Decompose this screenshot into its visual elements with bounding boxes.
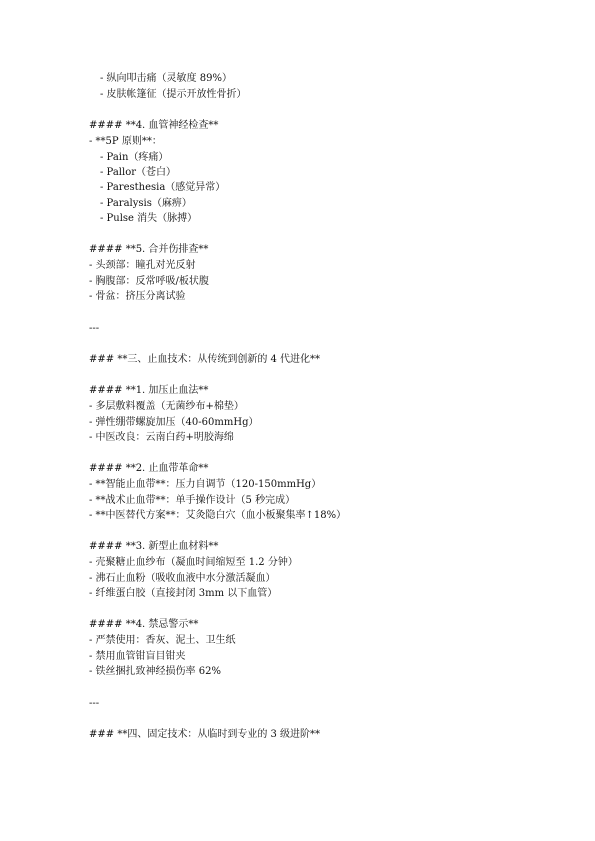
text-line: - **中医替代方案**：艾灸隐白穴（血小板聚集率↑18%） xyxy=(89,510,347,521)
text-line: - **5P 原则**： xyxy=(89,136,162,147)
text-line: - 纤维蛋白胶（直接封闭 3mm 以下血管） xyxy=(89,588,278,599)
section-heading: #### **2. 止血带革命** xyxy=(89,463,209,474)
section-heading: #### **1. 加压止血法** xyxy=(89,385,209,396)
horizontal-rule-markdown: --- xyxy=(89,323,100,334)
section-heading: #### **4. 血管神经检查** xyxy=(89,120,219,131)
section-heading: #### **5. 合并伤排查** xyxy=(89,244,209,255)
text-line: - 头颈部：瞳孔对光反射 xyxy=(89,260,196,271)
text-line: - 严禁使用：香灰、泥土、卫生纸 xyxy=(89,635,236,646)
text-line: - 皮肤帐篷征（提示开放性骨折） xyxy=(100,89,247,100)
chapter-heading: ### **四、固定技术：从临时到专业的 3 级进阶** xyxy=(89,729,321,740)
text-line: - 壳聚糖止血纱布（凝血时间缩短至 1.2 分钟） xyxy=(89,557,298,568)
text-line: - Pallor（苍白） xyxy=(100,167,176,178)
text-line: - Paresthesia（感觉异常） xyxy=(100,182,226,193)
text-line: - Pain（疼痛） xyxy=(100,152,169,163)
horizontal-rule-markdown: --- xyxy=(89,698,100,709)
text-line: - 纵向叩击痛（灵敏度 89%） xyxy=(100,73,232,84)
text-line: - 沸石止血粉（吸收血液中水分激活凝血） xyxy=(89,573,276,584)
text-line: - 禁用血管钳盲目钳夹 xyxy=(89,651,186,662)
text-line: - 胸腹部：反常呼吸/板状腹 xyxy=(89,276,209,287)
text-line: - **战术止血带**：单手操作设计（5 秒完成） xyxy=(89,495,296,506)
text-line: - 多层敷料覆盖（无菌纱布+棉垫） xyxy=(89,401,244,412)
text-line: - Paralysis（麻痹） xyxy=(100,198,192,209)
text-line: - **智能止血带**：压力自调节（120-150mmHg） xyxy=(89,479,322,490)
text-line: - 弹性绷带螺旋加压（40-60mmHg） xyxy=(89,417,259,428)
section-heading: #### **4. 禁忌警示** xyxy=(89,619,199,630)
chapter-heading: ### **三、止血技术：从传统到创新的 4 代进化** xyxy=(89,354,321,365)
section-heading: #### **3. 新型止血材料** xyxy=(89,541,219,552)
text-line: - Pulse 消失（脉搏） xyxy=(100,213,198,224)
text-line: - 中医改良：云南白药+明胶海绵 xyxy=(89,432,234,443)
text-line: - 骨盆：挤压分离试验 xyxy=(89,291,186,302)
text-line: - 铁丝捆扎致神经损伤率 62% xyxy=(89,666,221,677)
